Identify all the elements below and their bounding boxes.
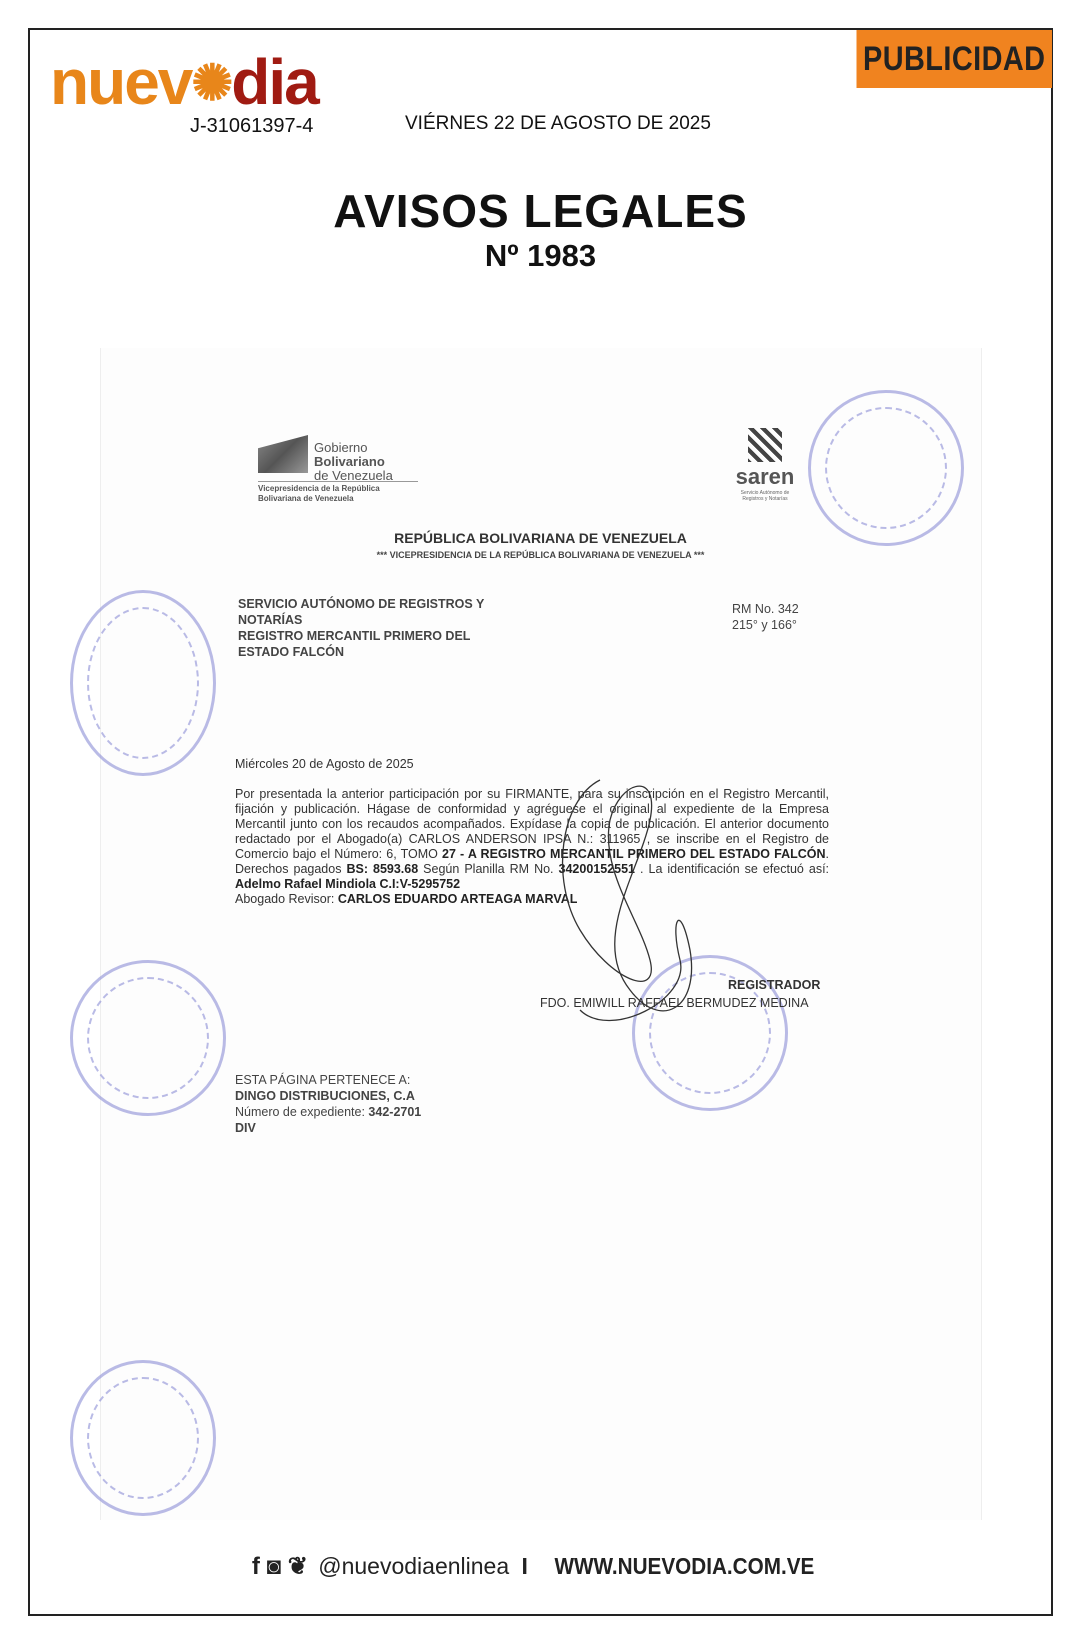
registrador-name: FDO. EMIWILL RAFFAEL BERMUDEZ MEDINA bbox=[540, 996, 809, 1010]
page-owner-block: ESTA PÁGINA PERTENECE A: DINGO DISTRIBUCIONES, C.A Número de expediente: 342-2701 DIV bbox=[235, 1073, 422, 1135]
document-date: Miércoles 20 de Agosto de 2025 bbox=[235, 757, 414, 771]
rm-number-block: RM No. 342 215° y 166° bbox=[732, 602, 799, 632]
saren-mark-icon bbox=[748, 428, 782, 462]
issue-number: Nº 1983 bbox=[484, 238, 597, 273]
seal-stamp-left-2 bbox=[70, 960, 226, 1116]
republica-heading: REPÚBLICA BOLIVARIANA DE VENEZUELA bbox=[394, 530, 687, 546]
footer: f ◙ ❦ @nuevodiaenlinea I WWW.NUEVODIA.COM.VE bbox=[251, 1553, 815, 1580]
seal-stamp-left-1 bbox=[70, 590, 216, 776]
social-icons: f ◙ ❦ bbox=[251, 1553, 308, 1580]
website-link[interactable]: WWW.NUEVODIA.COM.VE bbox=[554, 1553, 815, 1579]
flag-icon bbox=[258, 435, 308, 473]
seal-stamp-top-right bbox=[808, 390, 964, 546]
handwritten-signature bbox=[540, 760, 790, 1060]
servicio-autonomo-block: SERVICIO AUTÓNOMO DE REGISTROS Y NOTARÍAS REGISTRO MERCANTIL PRIMERO DEL ESTADO FALCÓN bbox=[238, 597, 485, 659]
seal-stamp-left-3 bbox=[70, 1360, 216, 1516]
publicidad-badge: PUBLICIDAD bbox=[857, 30, 1053, 88]
sun-icon: ✺ bbox=[191, 55, 232, 111]
nuevodia-logo: nuev✺dia bbox=[50, 46, 318, 118]
publication-date: VIÉRNES 22 DE AGOSTO DE 2025 bbox=[405, 113, 711, 134]
rif-number: J-31061397-4 bbox=[190, 115, 314, 137]
page-title: AVISOS LEGALES bbox=[333, 185, 748, 237]
gobierno-bolivariano-logo: Gobierno Bolivariano de Venezuela Vicepresidencia de la República Bolivariana de Venezuela bbox=[258, 425, 408, 505]
vicepresidencia-subheading: *** VICEPRESIDENCIA DE LA REPÚBLICA BOLIVARIANA DE VENEZUELA *** bbox=[376, 550, 705, 560]
registrador-label: REGISTRADOR bbox=[728, 978, 821, 992]
saren-logo: saren Servicio Autónomo de Registros y Notarías bbox=[730, 428, 800, 508]
social-handle[interactable]: @nuevodiaenlinea bbox=[318, 1553, 510, 1579]
registration-text: Por presentada la anterior participación por su FIRMANTE, para su inscripción en el Registro Mercantil, fijación y publicación. Hágase de conformidad y agréguese el original al expediente de la Empresa Mercantil junto con los recaudos acompañados. Expídase la copia de publicación. El anterior documento redactado por el Abogado(a) CARLOS ANDERSON IPSA N.: 311965 , se inscribe en el Registro de Comercio bajo el Número: 6, TOMO 27 - A REGISTRO MERCANTIL PRIMERO DEL ESTADO FALCÓN. Derechos pagados BS: 8593.68 Según Planilla RM No. 34200152551 . La identificación se efectuó así: Adelmo Rafael Mindiola C.I:V-5295752 Abogado Revisor: CARLOS EDUARDO ARTEAGA MARVAL bbox=[235, 787, 830, 906]
